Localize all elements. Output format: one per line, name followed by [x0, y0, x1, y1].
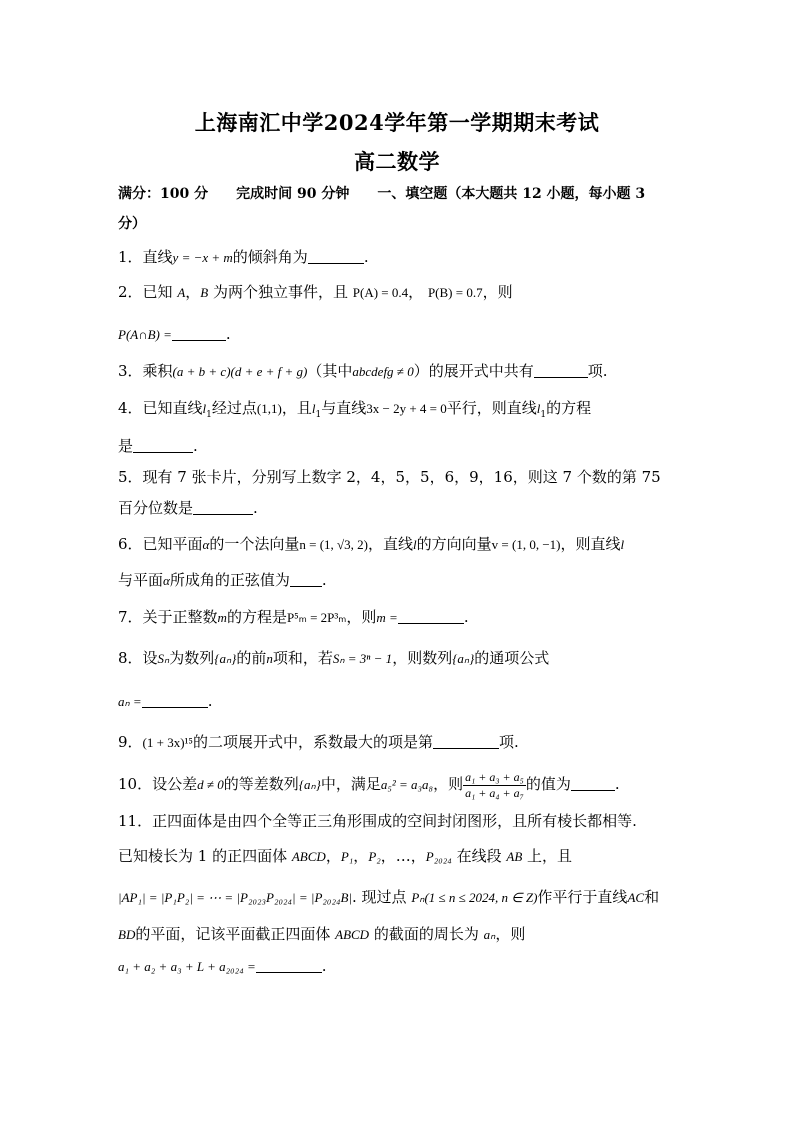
q2-sep2: ， [408, 283, 424, 301]
question-11-line4 [118, 923, 525, 946]
q11-text-d: 上，且 [522, 847, 573, 865]
q8-text-post: ，则数列 [392, 649, 453, 667]
q8-an: {aₙ} [214, 651, 237, 666]
q8-text-mid3: 项和，若 [272, 649, 333, 667]
q10-text-mid2: 中，满足 [320, 775, 381, 793]
q9-expression: (1 + 3x)¹⁵ [142, 735, 193, 750]
answer-blank [433, 734, 499, 749]
q11-text-3b: . 现过点 [352, 888, 412, 906]
q6-text-mid2: ，直线 [368, 535, 414, 553]
question-9 [118, 731, 519, 754]
question-8-cont: aₙ = . [118, 692, 213, 710]
q8-text-mid2: 的前 [236, 649, 267, 667]
question-6 [118, 533, 624, 556]
question-1: 1．直线y = −x + m的倾斜角为 . [118, 248, 369, 266]
page-subtitle: 高二数学 [354, 149, 440, 174]
question-6-cont: 与平面α所成角的正弦值为 . [118, 571, 327, 589]
q10-an: {aₙ} [298, 777, 321, 792]
q10-numerator: a₁ + a₃ + a₅ [465, 769, 524, 784]
q1-text-post: 的倾斜角为 [232, 248, 308, 266]
q3-text-post: ）的展开式中共有 [413, 362, 534, 380]
question-2 [118, 281, 513, 304]
q4-text-post: 平行，则直线 [446, 399, 537, 417]
q11-p2: P₂ [368, 849, 381, 864]
q10-fraction [463, 770, 526, 801]
q11-text-4c: 的截面的周长为 [369, 925, 484, 943]
q10-denominator: a₁ + a₄ + a₇ [465, 785, 524, 800]
question-11-line3 [118, 886, 659, 909]
q6-l2: l [620, 537, 625, 552]
q6-text-mid3: 的方向向量 [416, 535, 492, 553]
answer-blank [172, 326, 226, 341]
q2-text-post: ，则 [482, 283, 513, 301]
q11-text-3d: 和 [644, 888, 660, 906]
q2-sep: ， [185, 283, 201, 301]
q6-line2-post: 所成角的正弦值为 [169, 571, 290, 589]
q7-text-post: ，则 [346, 608, 377, 626]
q4-point: (1,1) [256, 401, 282, 416]
answer-blank [193, 500, 253, 515]
q3-text-mid: （其中 [307, 362, 353, 380]
q11-bd: BD [118, 927, 136, 942]
q2-event-b: B [200, 285, 209, 300]
q8-n: n [266, 651, 273, 666]
question-4-cont: 是 . [118, 437, 198, 455]
q10-text-post: 的值为 [525, 775, 571, 793]
q4-line-eq: 3x − 2y + 4 = 0 [366, 401, 447, 416]
question-10: 10．设公差d ≠ 0的等差数列{aₙ}中，满足a₅² = a₃a₈，则 $\frac{\text{a₁ + a₃ + a₅}}{\text{a₁ + a₄ + a₇}}$ 的值为 . [118, 769, 620, 800]
answer-blank [308, 249, 364, 264]
q10-text-mid1: 的等差数列 [223, 775, 299, 793]
q10-text-mid3: ，则 [433, 775, 464, 793]
q7-m: m [217, 610, 227, 625]
q2-text-mid: 为两个独立事件，且 [208, 283, 353, 301]
q5-line2: 百分位数是 [118, 499, 194, 517]
q1-text: 1．直线 [118, 248, 173, 266]
q8-equation: Sₙ = 3ⁿ − 1 [332, 651, 393, 666]
q8-sn: Sₙ [157, 651, 170, 666]
q4-text-mid2: ，且 [281, 399, 312, 417]
q6-text: 6．已知平面 [118, 535, 203, 553]
answer-blank [534, 363, 588, 378]
q6-alpha2: α [163, 573, 170, 588]
exam-info-cont: 分） [118, 216, 146, 232]
q2-pa: P(A) = 0.4 [352, 285, 409, 300]
question-4 [118, 397, 591, 426]
answer-blank [256, 958, 322, 973]
q11-ab: AB [506, 849, 523, 864]
q11-text-4b: 的平面，记该平面截正四面体 [135, 925, 336, 943]
q4-l1c: l [536, 401, 541, 416]
question-11-line5: a₁ + a₂ + a₃ + L + a₂₀₂₄ = . [118, 957, 327, 975]
q4-l1: l [202, 401, 207, 416]
answer-blank [571, 776, 615, 791]
q11-text-c: 在线段 [451, 847, 507, 865]
question-2-cont: P(A∩B) = . [118, 325, 231, 343]
q4-l1b: l [311, 401, 316, 416]
q11-text-a: 已知棱长为 1 的正四面体 [118, 847, 292, 865]
q10-d: d ≠ 0 [197, 777, 224, 792]
q3-math: (a + b + c)(d + e + f + g) [172, 364, 308, 379]
q6-l: l [413, 537, 417, 552]
q4-l1c-sub: 1 [540, 410, 547, 420]
q6-alpha: α [202, 537, 210, 552]
q11-sep: ， [325, 847, 341, 865]
q7-text-mid: 的方程是 [226, 608, 287, 626]
q8-line2: aₙ = [118, 694, 142, 709]
q11-c1: ， [353, 847, 369, 865]
q2-pb: P(B) = 0.7 [427, 285, 483, 300]
q8-text-post2: 的通项公式 [474, 649, 550, 667]
q7-equation: P⁵ₘ = 2P³ₘ [286, 610, 347, 625]
question-5-cont: 百分位数是 . [118, 499, 258, 517]
q11-p2024: P₂₀₂₄ [425, 849, 452, 864]
q11-text-3c: 作平行于直线 [537, 888, 628, 906]
q11-an: aₙ [483, 927, 496, 942]
q6-line2-pre: 与平面 [118, 571, 164, 589]
q11-sum: a₁ + a₂ + a₃ + L + a₂₀₂₄ = [118, 959, 256, 974]
q8-text-mid1: 为数列 [169, 649, 215, 667]
q11-c2: ，…， [380, 847, 426, 865]
question-11: 11．正四面体是由四个全等正三角形围成的空间封闭图形，且所有棱长都相等. [118, 812, 637, 830]
q4-l1b-sub: 1 [315, 410, 322, 420]
page-title: 上海南汇中学2024学年第一学期期末考试 [194, 110, 600, 135]
q4-text-mid3: 与直线 [321, 399, 367, 417]
exam-info: 满分：100 分 完成时间 90 分钟 一、填空题（本大题共 12 小题，每小题 3 [118, 186, 646, 202]
q8-an2: {aₙ} [452, 651, 475, 666]
q6-direction-vector: v = (1, 0, −1) [491, 537, 561, 552]
q10-text: 10．设公差 [118, 775, 198, 793]
q8-text: 8．设 [118, 649, 158, 667]
q11-abcd: ABCD [291, 849, 326, 864]
q11-text-4d: ，则 [495, 925, 526, 943]
answer-blank [398, 609, 464, 624]
q4-line2: 是 [118, 437, 134, 455]
q4-text: 4．已知直线 [118, 399, 203, 417]
question-8 [118, 647, 549, 670]
q3-end: 项. [587, 362, 608, 380]
q7-answer-label: m = [376, 610, 398, 625]
answer-blank [142, 693, 208, 708]
q9-text: 9． [118, 733, 143, 751]
q9-text-mid: 的二项展开式中，系数最大的项是第 [192, 733, 433, 751]
q11-pn: Pₙ [411, 890, 425, 905]
answer-blank [133, 438, 193, 453]
q2-text: 2．已知 [118, 283, 178, 301]
q3-text: 3．乘积 [118, 362, 173, 380]
answer-blank [290, 572, 322, 587]
q7-text: 7．关于正整数 [118, 608, 218, 626]
q4-text-mid1: 经过点 [211, 399, 257, 417]
question-3 [118, 360, 608, 383]
q4-text-post2: 的方程 [546, 399, 592, 417]
q2-event-a: A [177, 285, 186, 300]
q11-condition: (1 ≤ n ≤ 2024, n ∈ Z) [424, 890, 538, 905]
q11-ac: AC [627, 890, 645, 905]
q11-segments: |AP₁| = |P₁P₂| = ⋯ = |P₂₀₂₃P₂₀₂₄| = |P₂₀₂₄B| [118, 890, 352, 905]
q6-text-mid1: 的一个法向量 [209, 535, 300, 553]
q11-abcd2: ABCD [335, 927, 370, 942]
q6-normal-vector: n = (1, √3, 2) [299, 537, 369, 552]
q11-p1: P₁ [340, 849, 354, 864]
question-7: 7．关于正整数m的方程是P⁵ₘ = 2P³ₘ，则m = . [118, 608, 469, 626]
question-5: 5．现有 7 张卡片，分别写上数字 2，4，5，5，6，9，16，则这 7 个数的第 75 [118, 468, 661, 486]
q1-math: y = −x + m [172, 250, 233, 265]
q3-cond: abcdefg ≠ 0 [352, 364, 414, 379]
question-11-line2 [118, 845, 572, 868]
q2-math: P(A∩B) = [118, 327, 172, 342]
q9-end: 项. [498, 733, 519, 751]
q4-l1-sub: 1 [206, 410, 212, 420]
q10-equation: a₅² = a₃a₈ [380, 777, 434, 792]
q6-text-post: ，则直线 [560, 535, 621, 553]
